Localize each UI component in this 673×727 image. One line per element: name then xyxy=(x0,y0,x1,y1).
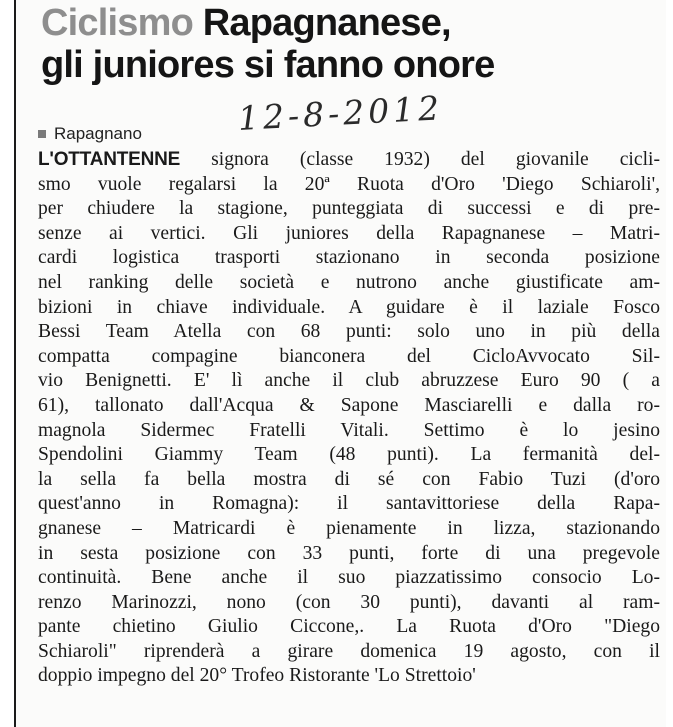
handwritten-date: 12-8-2012 xyxy=(236,88,445,138)
text-line: nel ranking delle società e nutrono anche giustificate am- xyxy=(38,271,660,293)
text-line: Spendolini Giammy Team (48 punti). La fermanità del- xyxy=(38,444,660,466)
text-line: per chiudere la stagione, punteggiata di successi e di pre- xyxy=(38,198,660,220)
square-bullet-icon xyxy=(38,130,46,138)
article-body xyxy=(38,148,660,689)
text-line: in sesta posizione con 33 punti, forte di una pregevole xyxy=(38,542,660,564)
newspaper-clipping xyxy=(14,0,666,727)
text-line: gnanese – Matricardi è pienamente in lizza, stazionando xyxy=(38,517,660,539)
text-line: Bessi Team Atella con 68 punti: solo uno in più della xyxy=(38,321,660,343)
text-line: bizioni in chiave individuale. A guidare è il laziale Fosco xyxy=(38,296,660,318)
text-line: vio Benignetti. E' lì anche il club abruzzese Euro 90 ( a xyxy=(38,370,660,392)
text-line xyxy=(38,148,660,173)
location-label: Rapagnano xyxy=(54,124,142,143)
text-line: senze ai vertici. Gli juniores della Rapagnanese – Matri- xyxy=(38,222,660,244)
text-line: 61), tallonato dall'Acqua & Sapone Masciarelli e dalla ro- xyxy=(38,394,660,416)
dateline xyxy=(38,120,142,148)
text-line: renzo Marinozzi, nono (con 30 punti), davanti al ram- xyxy=(38,591,660,613)
text-line: doppio impegno del 20° Trofeo Ristorante 'Lo Strettoio' xyxy=(38,665,476,687)
headline-line-2: gli juniores si fanno onore xyxy=(41,44,495,86)
text-line: la sella fa bella mostra di sé con Fabio Tuzi (d'oro xyxy=(38,468,660,490)
text-line: compatta compagine bianconera del CicloAvvocato Sil- xyxy=(38,345,660,367)
text-line: cardi logistica trasporti stazionano in seconda posizione xyxy=(38,247,660,269)
first-line-text: signora (classe 1932) del giovanile cicli- xyxy=(180,149,660,170)
lead-word: L'OTTANTENNE xyxy=(38,149,181,170)
text-line: Schiaroli" riprenderà a girare domenica 19 agosto, con il xyxy=(38,640,660,662)
text-line: magnola Sidermec Fratelli Vitali. Settimo è lo jesino xyxy=(38,419,660,441)
text-line: continuità. Bene anche il suo piazzatissimo consocio Lo- xyxy=(38,567,660,589)
headline-line-1 xyxy=(41,2,641,44)
text-line: smo vuole regalarsi la 20ª Ruota d'Oro 'Diego Schiaroli', xyxy=(38,173,660,195)
text-line: quest'anno in Romagna): il santavittoriese della Rapa- xyxy=(38,493,660,515)
headline xyxy=(41,2,641,86)
headline-kicker: Ciclismo xyxy=(41,2,193,44)
headline-town: Rapagnanese, xyxy=(202,2,451,44)
text-line: pante chietino Giulio Ciccone,. La Ruota d'Oro "Diego xyxy=(38,616,660,638)
